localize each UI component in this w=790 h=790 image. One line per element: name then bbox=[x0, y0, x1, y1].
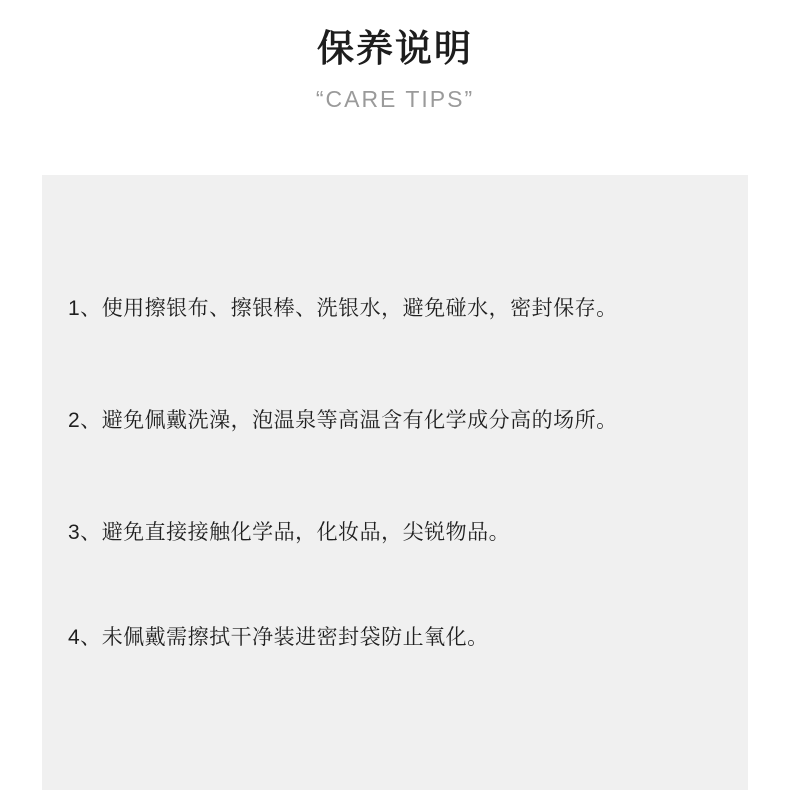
list-item bbox=[68, 622, 728, 654]
tip-text: 使用擦银布、擦银棒、洗银水，避免碰水，密封保存。 bbox=[101, 297, 618, 320]
page-title: 保养说明 bbox=[317, 28, 473, 69]
tip-text: 避免直接接触化学品，化妆品，尖锐物品。 bbox=[101, 521, 511, 544]
tip-text: 未佩戴需擦拭干净装进密封袋防止氧化。 bbox=[101, 626, 489, 649]
tip-index: 3、 bbox=[68, 521, 102, 544]
tip-text: 避免佩戴洗澡，泡温泉等高温含有化学成分高的场所。 bbox=[101, 409, 618, 432]
tip-index: 1、 bbox=[68, 297, 102, 320]
page-subtitle: “CARE TIPS” bbox=[315, 86, 475, 113]
list-item bbox=[68, 293, 728, 325]
tip-index: 2、 bbox=[68, 409, 102, 432]
list-item bbox=[68, 405, 728, 437]
tip-index: 4、 bbox=[68, 626, 102, 649]
list-item bbox=[68, 517, 728, 549]
tips-panel bbox=[42, 175, 748, 790]
page-header bbox=[0, 0, 790, 114]
